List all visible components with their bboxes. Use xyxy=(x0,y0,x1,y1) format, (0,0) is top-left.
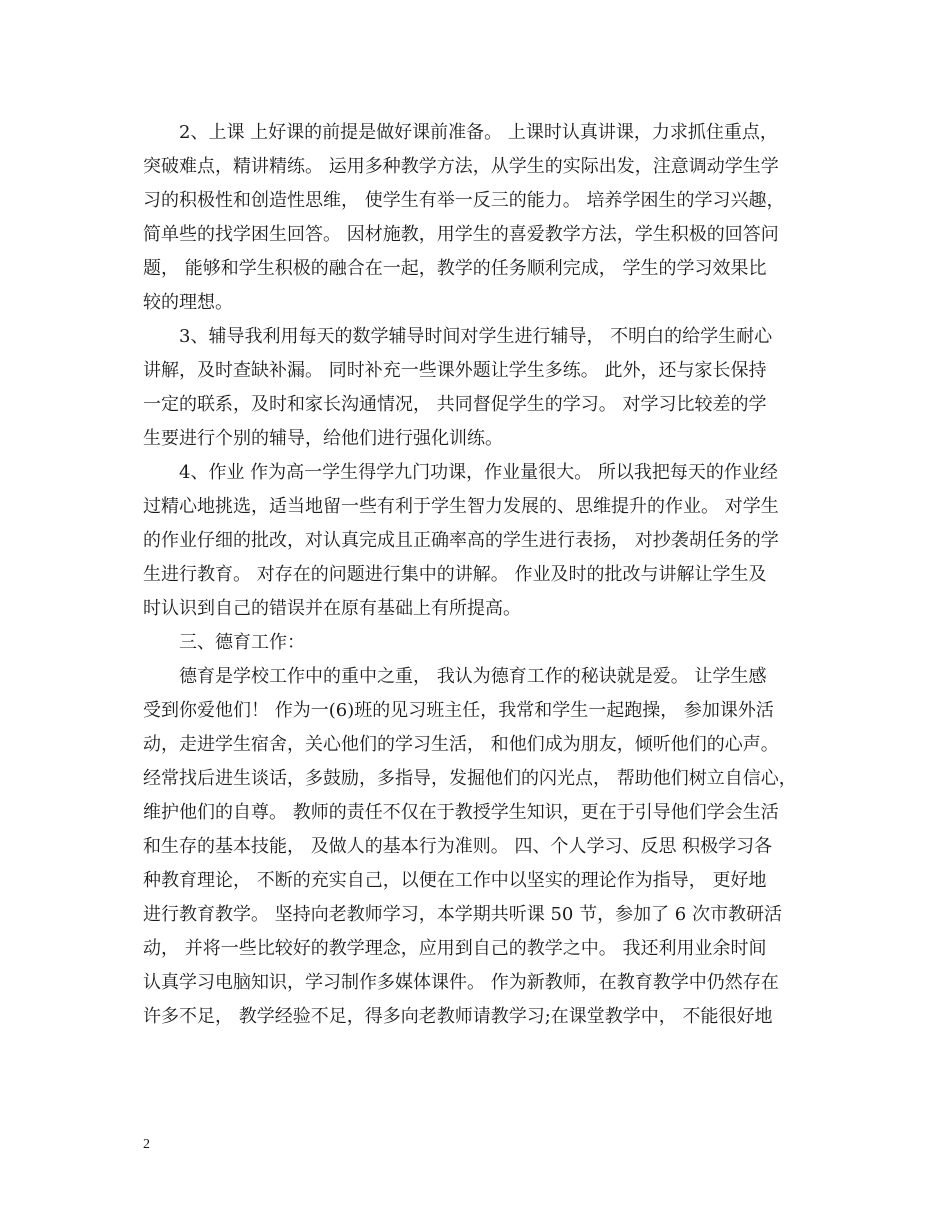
text-line: 一定的联系，及时和家长沟通情况， 共同督促学生的学习。 对学习比较差的学 xyxy=(143,394,767,415)
text-line: 三、德育工作： xyxy=(179,632,305,653)
text-line: 简单些的找学困生回答。 因材施教，用学生的喜爱教学方法，学生积极的回答问 xyxy=(143,224,779,245)
text-line: 4、作业 作为高一学生得学九门功课，作业量很大。 所以我把每天的作业经 xyxy=(179,462,778,483)
text-line: 受到你爱他们！ 作为一(6)班的见习班主任，我常和学生一起跑操， 参加课外活 xyxy=(143,700,774,721)
text-line: 认真学习电脑知识，学习制作多媒体课件。 作为新教师，在教育教学中仍然存在 xyxy=(143,972,779,993)
text-line: 的作业仔细的批改，对认真完成且正确率高的学生进行表扬， 对抄袭胡任务的学 xyxy=(143,530,779,551)
document-body xyxy=(143,116,813,1034)
page-number: 2 xyxy=(143,1137,150,1152)
text-line: 2、上课 上好课的前提是做好课前准备。 上课时认真讲课，力求抓住重点， xyxy=(179,122,778,143)
text-line: 生要进行个别的辅导，给他们进行强化训练。 xyxy=(143,428,503,449)
text-line: 许多不足， 教学经验不足，得多向老教师请教学习;在课堂教学中， 不能很好地 xyxy=(143,1006,773,1027)
text-line: 过精心地挑选，适当地留一些有利于学生智力发展的、思维提升的作业。 对学生 xyxy=(143,496,779,517)
text-line: 德育是学校工作中的重中之重， 我认为德育工作的秘诀就是爱。 让学生感 xyxy=(179,666,767,687)
text-line: 题， 能够和学生积极的融合在一起，教学的任务顺利完成， 学生的学习效果比 xyxy=(143,258,767,279)
text-line: 经常找后进生谈话，多鼓励，多指导，发掘他们的闪光点， 帮助他们树立自信心， xyxy=(143,768,797,789)
text-line: 进行教育教学。 坚持向老教师学习，本学期共听课 50 节，参加了 6 次市教研活 xyxy=(143,904,782,925)
text-line: 动， 并将一些比较好的教学理念，应用到自己的教学之中。 我还利用业余时间 xyxy=(143,938,767,959)
text-line: 讲解，及时查缺补漏。 同时补充一些课外题让学生多练。 此外，还与家长保持 xyxy=(143,360,767,381)
text-line: 习的积极性和创造性思维， 使学生有举一反三的能力。 培养学困生的学习兴趣， xyxy=(143,190,785,211)
text-line: 种教育理论， 不断的充实自己，以便在工作中以坚实的理论作为指导， 更好地 xyxy=(143,870,767,891)
text-line: 突破难点，精讲精练。 运用多种教学方法，从学生的实际出发，注意调动学生学 xyxy=(143,156,779,177)
text-line: 较的理想。 xyxy=(143,292,233,313)
text-line: 维护他们的自尊。 教师的责任不仅在于教授学生知识，更在于引导他们学会生活 xyxy=(143,802,779,823)
text-line: 3、辅导我利用每天的数学辅导时间对学生进行辅导， 不明白的给学生耐心 xyxy=(179,326,773,347)
text-line: 时认识到自己的错误并在原有基础上有所提高。 xyxy=(143,598,521,619)
text-line: 和生存的基本技能， 及做人的基本行为准则。 四、个人学习、反思 积极学习各 xyxy=(143,836,773,857)
text-line: 动，走进学生宿舍，关心他们的学习生活， 和他们成为朋友，倾听他们的心声。 xyxy=(143,734,779,755)
text-line: 生进行教育。 对存在的问题进行集中的讲解。 作业及时的批改与讲解让学生及 xyxy=(143,564,767,585)
